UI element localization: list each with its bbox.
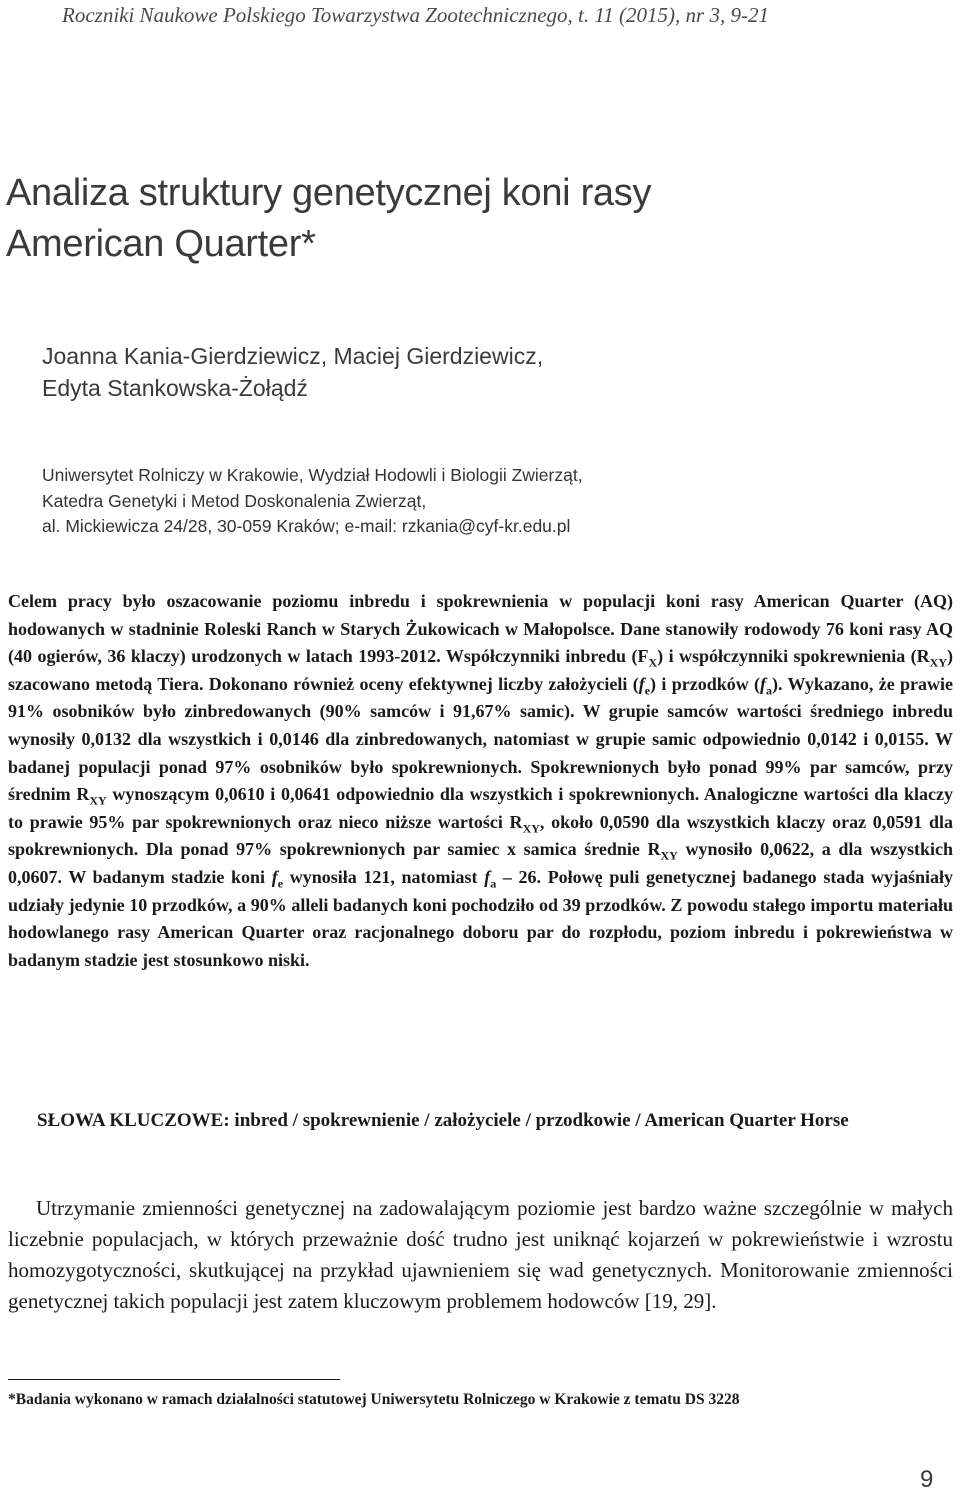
affiliation-line-3: al. Mickiewicza 24/28, 30-059 Kraków; e-mail: rzkania@cyf-kr.edu.pl bbox=[42, 516, 571, 536]
subscript: XY bbox=[522, 821, 540, 836]
abstract-text bbox=[8, 588, 953, 974]
symbol-f: f bbox=[760, 673, 767, 694]
subscript: XY bbox=[660, 848, 678, 863]
abstract-part: wynosiło 0,0622, a dla wszystkich 0,0607. W badanym stadzie koni bbox=[8, 839, 953, 887]
authors bbox=[42, 340, 922, 404]
affiliation-line-1: Uniwersytet Rolniczy w Krakowie, Wydział Hodowli i Biologii Zwierząt, bbox=[42, 465, 583, 485]
authors-line-2: Edyta Stankowska-Żołądź bbox=[42, 375, 308, 401]
abstract-part: , około 0,0590 dla wszystkich klaczy oraz 0,0591 dla spokrewnionych. Dla ponad 97% spokrewnionych par samiec x samica średnie R bbox=[8, 811, 953, 860]
page-number: 9 bbox=[920, 1466, 934, 1493]
abstract-part: ) szacowano metodą Tiera. Dokonano również oceny efektywnej liczby założycieli ( bbox=[8, 646, 953, 694]
abstract-part: ) i współczynniki spokrewnienia (R bbox=[657, 646, 930, 667]
paper-title-line-2: American Quarter* bbox=[6, 223, 316, 265]
footnote: *Badania wykonano w ramach działalności statutowej Uniwersytetu Rolniczego w Krakowie z tematu DS 3228 bbox=[8, 1391, 740, 1408]
abstract-part: Celem pracy było oszacowanie poziomu inbredu i spokrewnienia w populacji koni rasy American Quarter (AQ) hodowanych w stadninie Roleski Ranch w Starych Żukowicach w Małopolsce. Dane stanowiły rodowody 76 koni rasy AQ (40 ogierów, 36 klaczy) urodzonych w latach 1993-2012. Współczynniki inbredu (F bbox=[8, 591, 953, 667]
abstract-part: ). Wykazano, że prawie 91% osobników było zinbredowanych (90% samców i 91,67% samic). W grupie samców wartości średniego inbredu wynosiły 0,0132 dla wszystkich i 0,0146 dla zinbredowanych, natomiast w grupie samic odpowiednio 0,0142 i 0,0155. W badanej populacji ponad 97% osobników było spokrewnionych. Spokrewnionych było ponad 99% par samców, przy średnim R bbox=[8, 673, 954, 805]
subscript: XY bbox=[89, 793, 107, 808]
subscript: a bbox=[490, 876, 497, 891]
subscript: e bbox=[644, 683, 651, 698]
introduction-paragraph: Utrzymanie zmienności genetycznej na zadowalającym poziomie jest bardzo ważne szczególnie w małych liczebnie populacjach, w których przeważnie dość trudno jest uniknąć kojarzeń w pokrewieństwie i wzrostu homozygotyczności, skutkującej na przykład ujawnieniem się wad genetycznych. Monitorowanie zmienności genetycznej takich populacji jest zatem kluczowym problemem hodowców [19, 29]. bbox=[8, 1196, 953, 1313]
affiliation bbox=[42, 463, 942, 540]
paper-title-line-1: Analiza struktury genetycznej koni rasy bbox=[6, 172, 652, 214]
keywords: SŁOWA KLUCZOWE: inbred / spokrewnienie / założyciele / przodkowie / American Quarter Horse bbox=[37, 1110, 849, 1131]
subscript: e bbox=[277, 876, 284, 891]
paper-title bbox=[6, 168, 936, 270]
footnote-divider bbox=[8, 1379, 340, 1380]
abstract-part: ) i przodków ( bbox=[650, 673, 761, 694]
subscript: XY bbox=[929, 655, 947, 670]
subscript: X bbox=[648, 655, 658, 670]
symbol-f: f bbox=[271, 866, 278, 887]
subscript: a bbox=[766, 683, 773, 698]
abstract bbox=[8, 588, 953, 974]
symbol-f: f bbox=[638, 673, 645, 694]
symbol-f: f bbox=[484, 866, 491, 887]
journal-header: Roczniki Naukowe Polskiego Towarzystwa Zootechnicznego, t. 11 (2015), nr 3, 9-21 bbox=[62, 3, 769, 27]
abstract-part: wynosiła 121, natomiast bbox=[283, 866, 485, 887]
authors-line-1: Joanna Kania-Gierdziewicz, Maciej Gierdziewicz, bbox=[42, 343, 544, 369]
abstract-part: wynoszącym 0,0610 i 0,0641 odpowiednio dla wszystkich i spokrewnionych. Analogiczne wartości dla klaczy to prawie 95% par spokrewnionych oraz nieco niższe wartości R bbox=[8, 784, 953, 832]
affiliation-line-2: Katedra Genetyki i Metod Doskonalenia Zwierząt, bbox=[42, 490, 427, 511]
introduction bbox=[8, 1193, 953, 1317]
abstract-part: – 26. Połowę puli genetycznej badanego stada wyjaśniały udziały jedynie 10 przodków, a 90% alleli badanych koni pochodziło od 39 przodków. Z powodu stałego importu materiału hodowlanego rasy American Quarter oraz racjonalnego doboru par do rozpłodu, poziom inbredu i pokrewieństwa w badanym stadzie jest stosunkowo niski. bbox=[8, 866, 954, 970]
